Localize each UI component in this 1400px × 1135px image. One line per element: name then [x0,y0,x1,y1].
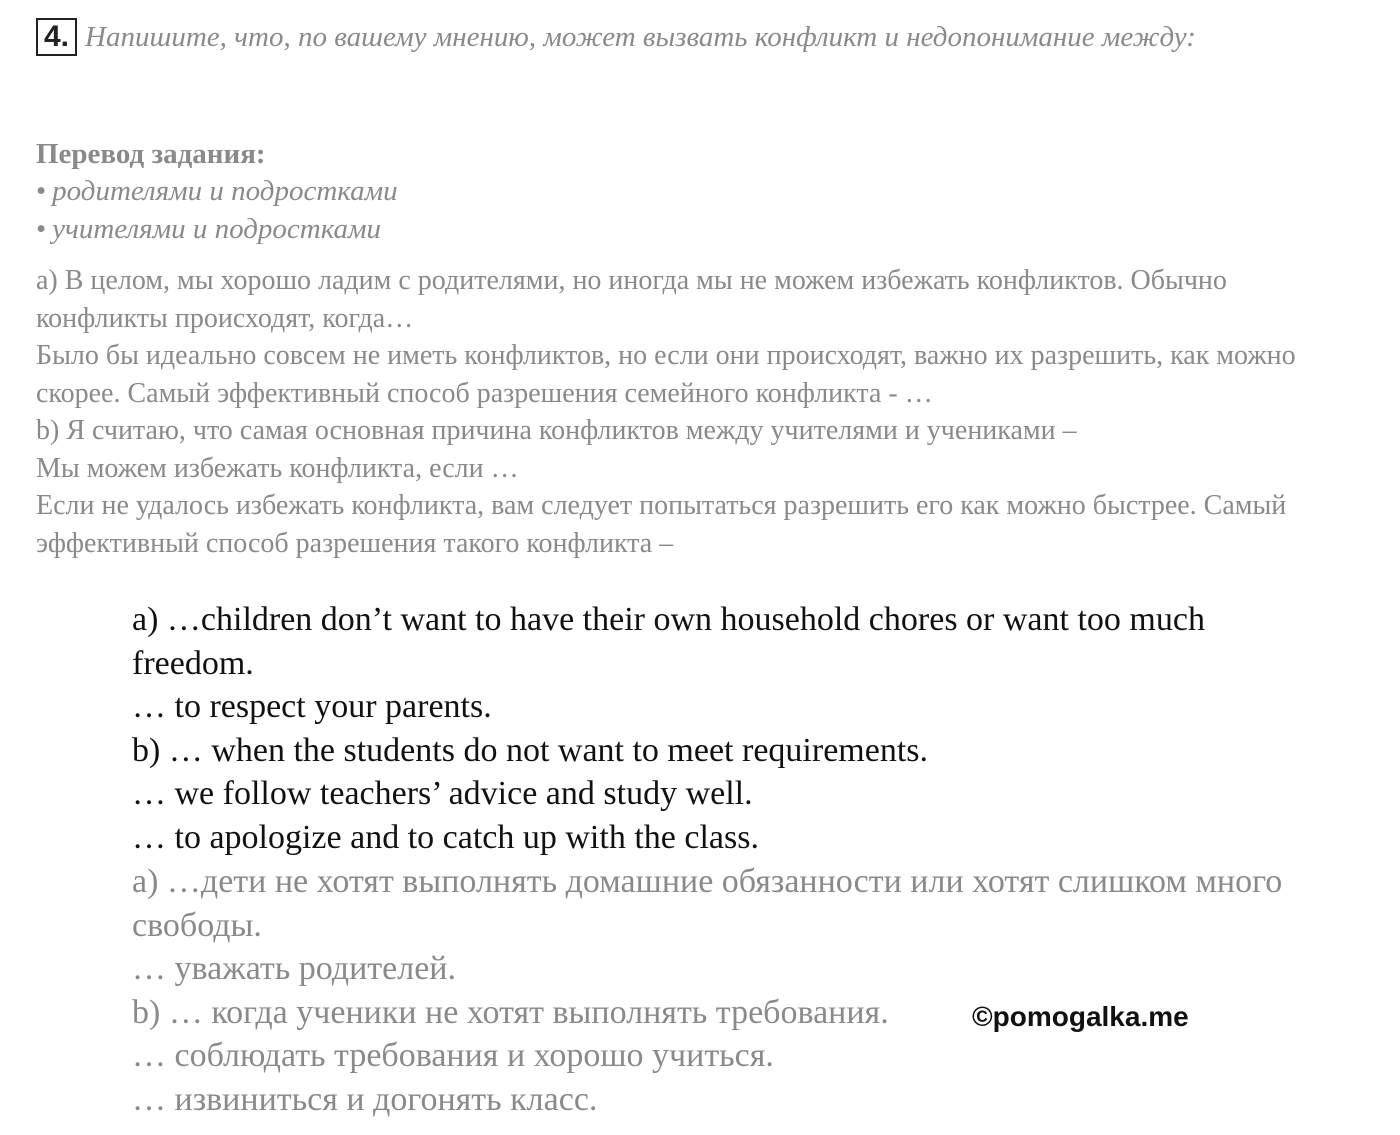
task-number: 4. [36,18,77,56]
task-text-paragraph: b) Я считаю, что самая основная причина конфликтов между учителями и учениками – [36,415,1077,446]
answer-line: … to respect your parents. [132,688,492,725]
task-text-ru [36,262,1336,562]
task-header [36,18,1316,56]
answer-line: а) …дети не хотят выполнять домашние обязанности или хотят слишком много свободы. [132,863,1283,944]
bullet-icon: • [36,213,47,245]
watermark: ©pomogalka.me [972,1001,1189,1032]
translation-title: Перевод задания: [36,138,266,170]
answer-line: … уважать родителей. [132,950,456,987]
answer-line: b) … когда ученики не хотят выполнять требования. [132,993,889,1031]
answer-line: … соблюдать требования и хорошо учиться. [132,1037,774,1074]
answer-line: … we follow teachers’ advice and study well. [132,775,753,812]
task-text-paragraph: Мы можем избежать конфликта, если … [36,452,519,484]
answer-russian [132,860,1292,1121]
task-text-paragraph: Было бы идеально совсем не иметь конфликтов, но если они происходят, важно их разрешить, как можно скорее. Самый эффективный способ разрешения семейного конфликта - … [36,340,1296,409]
task-text-paragraph: а) В целом, мы хорошо ладим с родителями, но иногда мы не можем избежать конфликтов. Обычно конфликты происходят, когда… [36,265,1227,334]
answer-line: b) … when the students do not want to meet requirements. [132,731,928,769]
answer-line: a) …children don’t want to have their own household chores or want too much freedom. [132,601,1205,682]
task-text-paragraph: Если не удалось избежать конфликта, вам следует попытаться разрешить его как можно быстрее. Самый эффективный способ разрешения такого конфликта – [36,490,1287,559]
translation-item [36,172,398,210]
translation-item-text: родителями и подростками [52,175,398,207]
answer-line: … извиниться и догонять класс. [132,1080,598,1118]
translation-item-text: учителями и подростками [52,213,382,245]
bullet-icon: • [36,175,47,207]
answer-line: … to apologize and to catch up with the class. [132,818,759,856]
answer-english [132,598,1292,859]
task-instruction: Напишите, что, по вашему мнению, может вызвать конфликт и недопонимание между: [85,21,1196,53]
translation-item [36,210,398,248]
translation-list [36,172,398,248]
